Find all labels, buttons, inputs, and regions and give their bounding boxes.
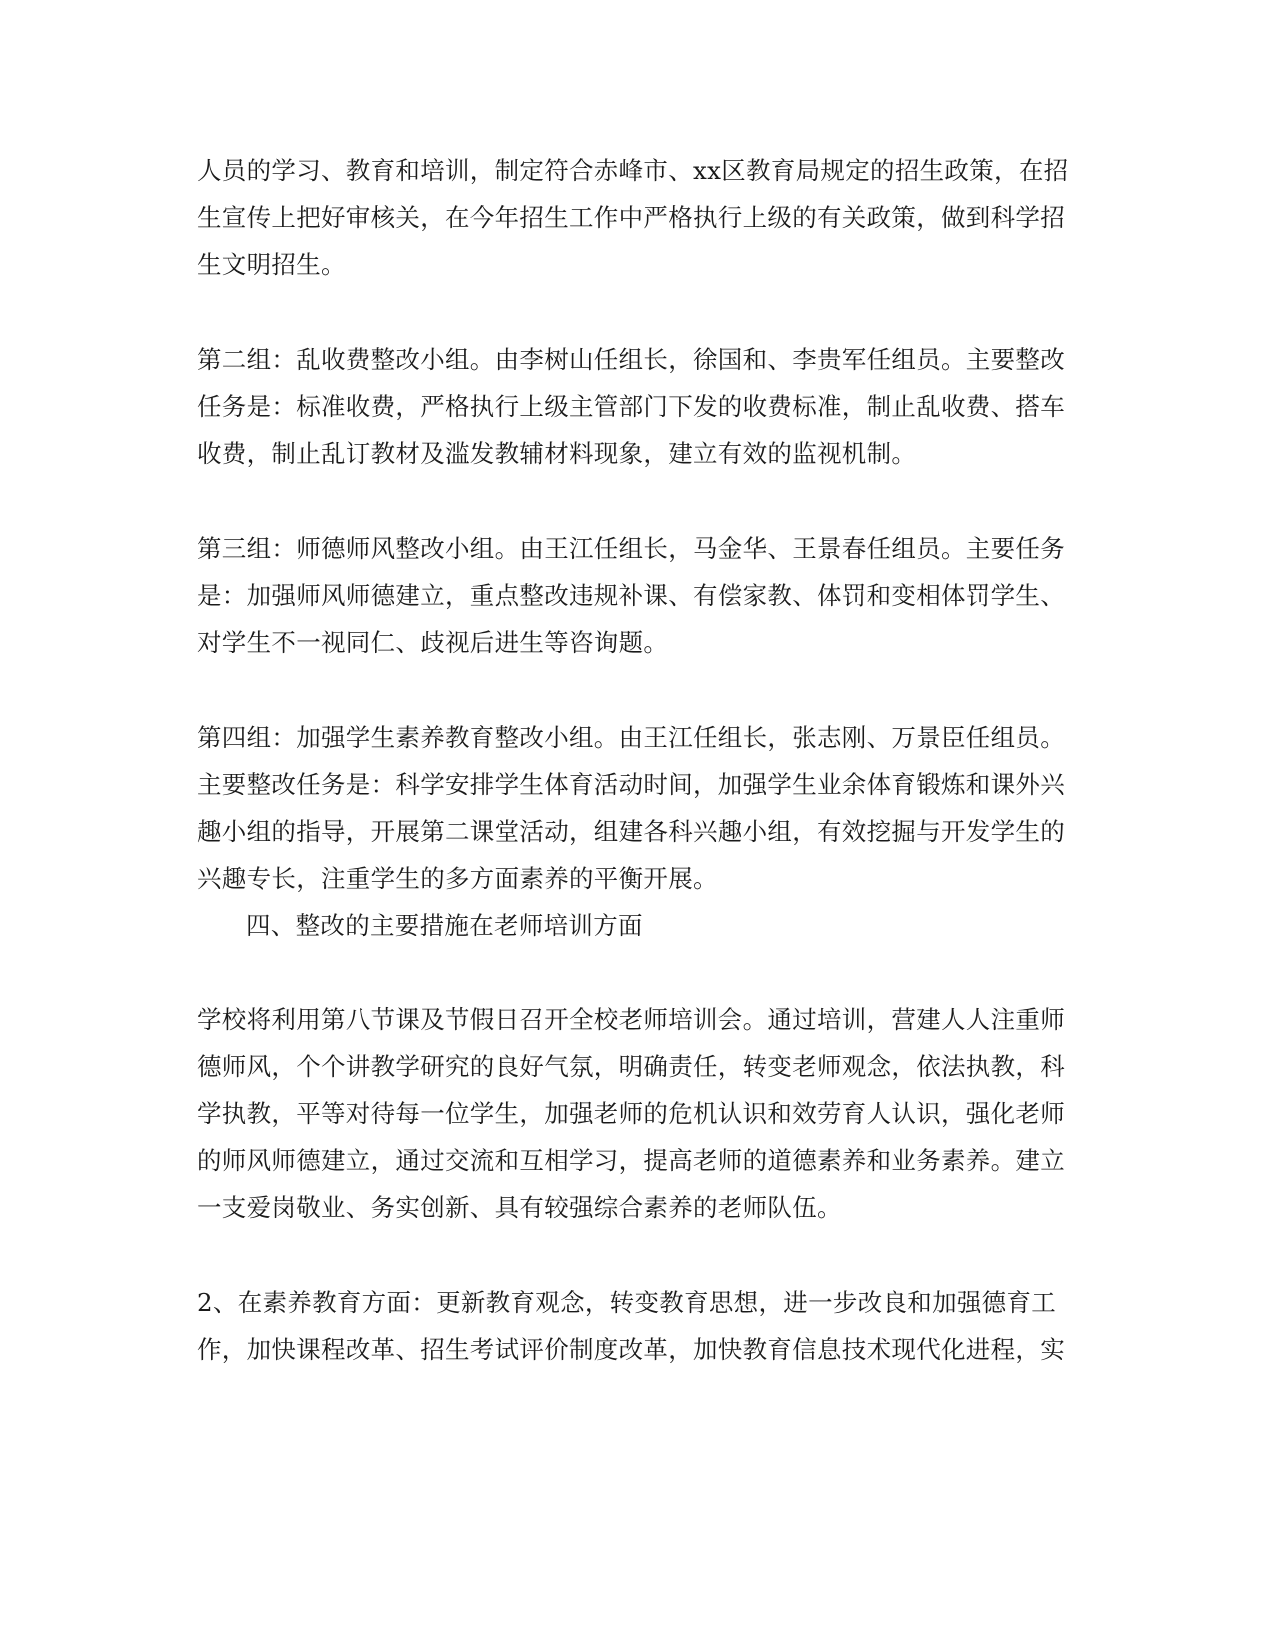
text-line: 生文明招生。 — [197, 250, 346, 279]
text-line: 学执教，平等对待每一位学生，加强老师的危机认识和效劳育人认识，强化老师 — [197, 1099, 1065, 1128]
text-line: 收费，制止乱订教材及滥发教辅材料现象，建立有效的监视机制。 — [197, 439, 917, 468]
text-line: 的师风师德建立，通过交流和互相学习，提高老师的道德素养和业务素养。建立 — [197, 1146, 1065, 1175]
text-line: 对学生不一视同仁、歧视后进生等咨询题。 — [197, 628, 669, 657]
text-line: 任务是：标准收费，严格执行上级主管部门下发的收费标准，制止乱收费、搭车 — [197, 392, 1065, 421]
text-line: 趣小组的指导，开展第二课堂活动，组建各科兴趣小组，有效挖掘与开发学生的 — [197, 817, 1065, 846]
text-line: 是：加强师风师德建立，重点整改违规补课、有偿家教、体罚和变相体罚学生、 — [197, 581, 1065, 610]
text-line: 生宣传上把好审核关，在今年招生工作中严格执行上级的有关政策，做到科学招 — [197, 203, 1065, 232]
text-line: 主要整改任务是：科学安排学生体育活动时间，加强学生业余体育锻炼和课外兴 — [197, 770, 1065, 799]
text-line: 一支爱岗敬业、务实创新、具有较强综合素养的老师队伍。 — [197, 1193, 842, 1222]
text-line: 作，加快课程改革、招生考试评价制度改革，加快教育信息技术现代化进程，实 — [197, 1335, 1065, 1364]
text-line: 兴趣专长，注重学生的多方面素养的平衡开展。 — [197, 864, 718, 893]
text-line: 2、在素养教育方面：更新教育观念，转变教育思想，进一步改良和加强德育工 — [197, 1288, 1057, 1317]
text-line: 第二组：乱收费整改小组。由李树山任组长，徐国和、李贵军任组员。主要整改 — [197, 345, 1065, 374]
text-line: 第四组：加强学生素养教育整改小组。由王江任组长，张志刚、万景臣任组员。 — [197, 723, 1065, 752]
text-line: 德师风，个个讲教学研究的良好气氛，明确责任，转变老师观念，依法执教，科 — [197, 1052, 1065, 1081]
section-heading: 四、整改的主要措施在老师培训方面 — [246, 911, 643, 940]
text-line: 人员的学习、教育和培训，制定符合赤峰市、xx区教育局规定的招生政策，在招 — [197, 156, 1069, 185]
text-line: 学校将利用第八节课及节假日召开全校老师培训会。通过培训，营建人人注重师 — [197, 1005, 1065, 1034]
text-line: 第三组：师德师风整改小组。由王江任组长，马金华、王景春任组员。主要任务 — [197, 534, 1065, 563]
